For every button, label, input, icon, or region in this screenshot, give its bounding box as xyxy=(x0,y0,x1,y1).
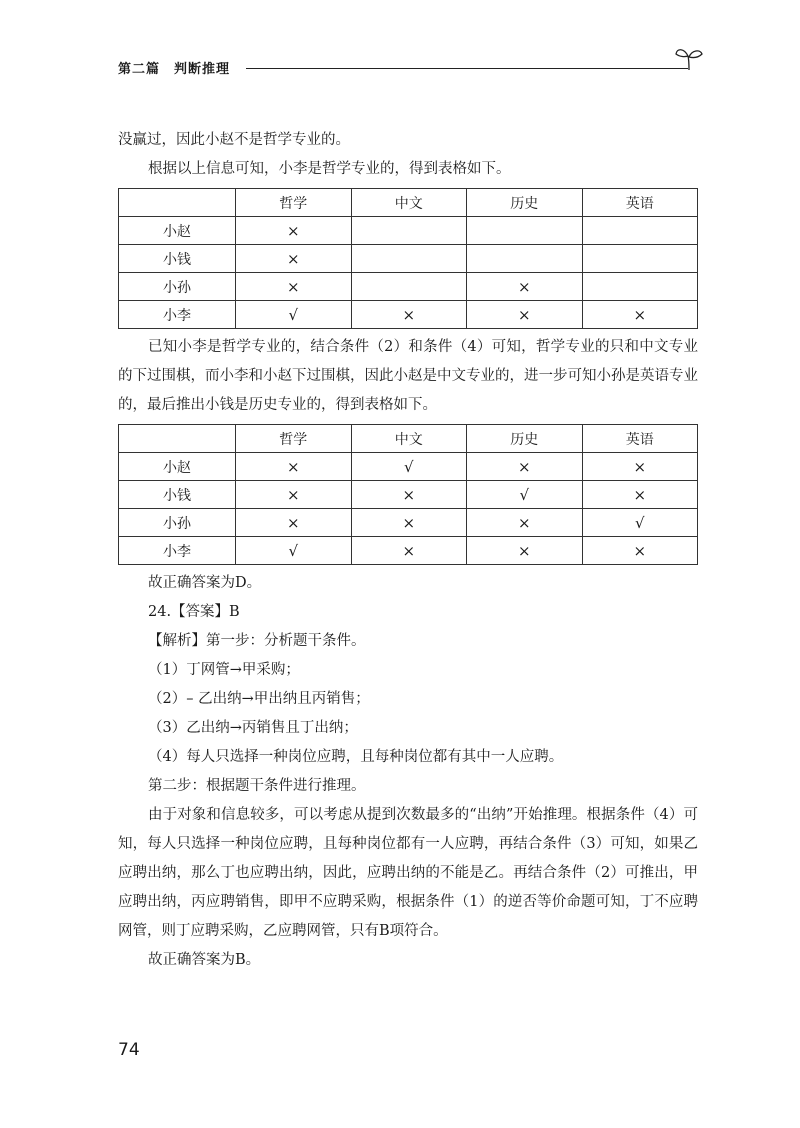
table-header-cell: 中文 xyxy=(351,189,467,217)
row-label: 小钱 xyxy=(119,481,236,509)
table-cell: × xyxy=(236,453,352,481)
table-header-cell: 英语 xyxy=(582,189,698,217)
answer-line: 24.【答案】B xyxy=(148,604,240,620)
table-row xyxy=(119,273,698,301)
row-label: 小李 xyxy=(119,301,236,329)
table-header-row xyxy=(119,189,698,217)
condition-line: （2）– 乙出纳→甲出纳且丙销售； xyxy=(148,691,370,707)
table-header-cell xyxy=(119,189,236,217)
row-label: 小李 xyxy=(119,537,236,565)
condition-line: （4）每人只选择一种岗位应聘，且每种岗位都有其中一人应聘。 xyxy=(148,749,564,765)
condition-line: （3）乙出纳→丙销售且丁出纳； xyxy=(148,720,358,736)
page-number: 74 xyxy=(118,1040,140,1060)
table-cell xyxy=(582,273,698,301)
table-cell: × xyxy=(351,301,467,329)
table-cell: × xyxy=(582,453,698,481)
table-cell: × xyxy=(467,537,583,565)
table-header-row xyxy=(119,425,698,453)
row-label: 小钱 xyxy=(119,245,236,273)
table-cell xyxy=(351,245,467,273)
table-cell: √ xyxy=(351,453,467,481)
table-header-cell: 哲学 xyxy=(236,189,352,217)
sprout-icon xyxy=(674,42,704,72)
table-cell: × xyxy=(351,481,467,509)
page-header xyxy=(118,56,698,80)
step-line: 第二步：根据题干条件进行推理。 xyxy=(148,778,366,794)
table-cell: × xyxy=(467,273,583,301)
table-row xyxy=(119,537,698,565)
table-cell: × xyxy=(236,245,352,273)
page-content xyxy=(118,126,698,975)
table-header-cell: 哲学 xyxy=(236,425,352,453)
table-cell xyxy=(467,245,583,273)
paragraph: 已知小李是哲学专业的，结合条件（2）和条件（4）可知，哲学专业的只和中文专业的下过围棋，而小李和小赵下过围棋，因此小赵是中文专业的，进一步可知小孙是英语专业的，最后推出小钱是历史专业的，得到表格如下。 xyxy=(118,339,698,413)
table-cell: × xyxy=(467,453,583,481)
row-label: 小孙 xyxy=(119,509,236,537)
table-cell: × xyxy=(582,481,698,509)
paragraph: 故正确答案为B。 xyxy=(148,952,261,968)
table-cell: √ xyxy=(236,537,352,565)
table-header-cell xyxy=(119,425,236,453)
analysis-line: 【解析】第一步：分析题干条件。 xyxy=(148,633,366,649)
table-row xyxy=(119,509,698,537)
table-header-cell: 历史 xyxy=(467,425,583,453)
table-cell xyxy=(582,217,698,245)
table-header-cell: 历史 xyxy=(467,189,583,217)
table-cell: √ xyxy=(467,481,583,509)
row-label: 小赵 xyxy=(119,453,236,481)
table-row xyxy=(119,453,698,481)
table-cell xyxy=(467,217,583,245)
table-cell: × xyxy=(582,301,698,329)
condition-line: （1）丁网管→甲采购； xyxy=(148,662,300,678)
table-header-cell: 中文 xyxy=(351,425,467,453)
row-label: 小赵 xyxy=(119,217,236,245)
table-cell xyxy=(351,217,467,245)
table-cell xyxy=(582,245,698,273)
table-row xyxy=(119,301,698,329)
table-cell: × xyxy=(236,509,352,537)
paragraph: 根据以上信息可知，小李是哲学专业的，得到表格如下。 xyxy=(148,161,511,177)
table-cell: × xyxy=(467,301,583,329)
table-row xyxy=(119,217,698,245)
paragraph: 故正确答案为D。 xyxy=(148,575,262,591)
table-cell: × xyxy=(236,273,352,301)
table-cell: × xyxy=(351,509,467,537)
table-cell: × xyxy=(582,537,698,565)
table-row xyxy=(119,481,698,509)
table-cell: × xyxy=(236,481,352,509)
table-header-cell: 英语 xyxy=(582,425,698,453)
table-cell xyxy=(351,273,467,301)
header-rule xyxy=(246,68,688,69)
table-cell: √ xyxy=(236,301,352,329)
paragraph: 由于对象和信息较多，可以考虑从提到次数最多的“出纳”开始推理。根据条件（4）可知，每人只选择一种岗位应聘，且每种岗位都有一人应聘，再结合条件（3）可知，如果乙应聘出纳，那么丁也应聘出纳，因此，应聘出纳的不能是乙。再结合条件（2）可推出，甲应聘出纳，丙应聘销售，即甲不应聘采购，根据条件（1）的逆否等价命题可知，丁不应聘网管，则丁应聘采购，乙应聘网管，只有B项符合。 xyxy=(118,807,698,939)
table-cell: √ xyxy=(582,509,698,537)
table-cell: × xyxy=(236,217,352,245)
row-label: 小孙 xyxy=(119,273,236,301)
paragraph: 没赢过，因此小赵不是哲学专业的。 xyxy=(118,132,350,148)
table-row xyxy=(119,245,698,273)
table-first xyxy=(118,188,698,329)
table-cell: × xyxy=(467,509,583,537)
table-cell: × xyxy=(351,537,467,565)
header-title: 第二篇 判断推理 xyxy=(118,62,231,77)
table-second xyxy=(118,424,698,565)
